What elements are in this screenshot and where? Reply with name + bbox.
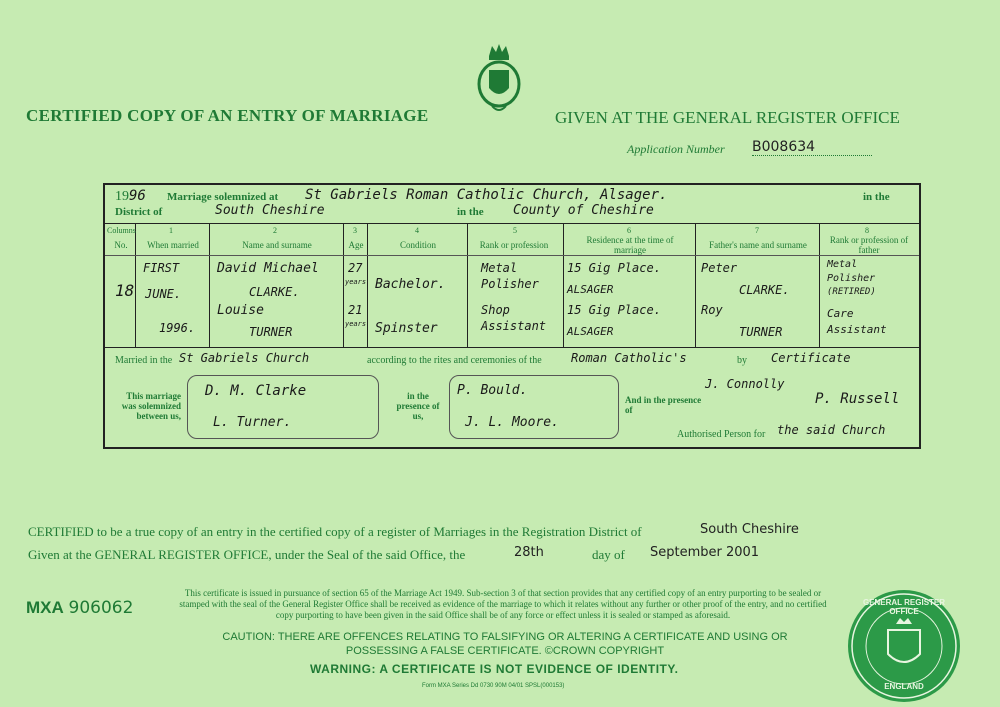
bride-age-unit: years	[345, 320, 367, 328]
by-label: by	[737, 355, 747, 366]
groom-name: David Michael	[217, 261, 319, 276]
bride-residence: ALSAGER	[567, 325, 614, 338]
column-number: 7	[755, 226, 759, 235]
authorised-label: Authorised Person for	[677, 429, 766, 440]
year-suffix: 96	[129, 188, 146, 204]
certification-district: South Cheshire	[700, 522, 799, 537]
when-married-line: 1996.	[159, 321, 196, 335]
rites-value: Roman Catholic's	[571, 351, 687, 365]
witness-2: J. L. Moore.	[465, 415, 559, 430]
warning-text: WARNING: A CERTIFICATE IS NOT EVIDENCE OF IDENTITY.	[310, 662, 679, 676]
register-entry-box	[103, 183, 921, 449]
groom-rank: Polisher	[481, 277, 539, 291]
in-the-label: in the	[863, 191, 890, 203]
column-number: 6	[627, 226, 631, 235]
when-married-line: JUNE.	[145, 287, 182, 301]
columns-label: Columns	[107, 226, 136, 235]
column-number: 5	[513, 226, 517, 235]
bride-father-rank: Assistant	[827, 323, 887, 336]
bride-rank: Assistant	[481, 319, 547, 333]
groom-father-rank: Metal	[827, 259, 858, 270]
certification-day: 28th	[514, 545, 544, 560]
header-father: Father's name and surname	[709, 240, 807, 250]
seal-text-bottom: ENGLAND	[884, 682, 924, 691]
groom-age-unit: years	[345, 278, 367, 286]
bride-rank: Shop	[481, 303, 510, 317]
groom-signature: D. M. Clarke	[205, 383, 307, 399]
county-value: County of Cheshire	[513, 203, 654, 218]
header-no: No.	[114, 240, 128, 250]
and-in-presence-label: And in the presence of	[625, 395, 702, 415]
witness-1: P. Bould.	[457, 383, 528, 398]
entry-number: 18	[115, 281, 135, 300]
bride-father-surname: TURNER	[739, 325, 783, 339]
groom-surname: CLARKE.	[249, 285, 300, 299]
column-number: 3	[353, 226, 357, 235]
header-name: Name and surname	[242, 240, 312, 250]
caution-text: CAUTION: THERE ARE OFFENCES RELATING TO FALSIFYING OR ALTERING A CERTIFICATE AND USING OR POSSESSING A FALSE CERTIFICATE. ©CROWN COPYRIGHT	[222, 631, 788, 657]
form-reference: Form MXA Series Dd 0730 90M 04/01 SPSL(000153)	[422, 683, 565, 689]
application-label: Application Number	[627, 142, 725, 156]
groom-residence: 15 Gig Place.	[567, 261, 661, 275]
column-number: 8	[865, 226, 869, 235]
groom-rank: Metal	[481, 261, 518, 275]
year-prefix: 19	[115, 189, 129, 204]
register-office-seal-icon	[848, 590, 960, 702]
certification-month-year: September 2001	[650, 545, 760, 560]
column-number: 1	[169, 226, 173, 235]
header-when-married: When married	[147, 240, 199, 250]
header-residence: Residence at the time of marriage	[586, 235, 674, 255]
groom-father-surname: CLARKE.	[739, 283, 790, 297]
application-number: B008634	[752, 139, 872, 156]
bride-father-rank: Care	[827, 307, 854, 320]
column-number: 2	[273, 226, 277, 235]
bride-signature: L. Turner.	[213, 415, 292, 430]
bride-age: 21	[348, 303, 363, 317]
county-label: in the	[457, 206, 484, 218]
serial-prefix: MXA	[26, 598, 64, 617]
marriage-place: St Gabriels Roman Catholic Church, Alsager.	[305, 187, 668, 203]
groom-residence: ALSAGER	[567, 283, 614, 296]
solemnized-between-label: This marriage was solemnized between us,	[121, 391, 181, 421]
groom-father-name: Peter	[701, 261, 738, 275]
header-age: Age	[348, 240, 364, 250]
groom-father-rank: (RETIRED)	[827, 287, 876, 297]
bride-name: Louise	[217, 303, 264, 318]
bride-surname: TURNER	[249, 325, 293, 339]
solemnized-label: Marriage solemnized at	[167, 191, 279, 203]
certification-line-2: Given at the GENERAL REGISTER OFFICE, under the Seal of the said Office, the	[28, 547, 466, 562]
given-prefix: GIVEN AT THE	[555, 108, 669, 127]
header-condition: Condition	[399, 240, 436, 250]
bride-residence: 15 Gig Place.	[567, 303, 661, 317]
married-in-label: Married in the	[115, 355, 173, 366]
when-married-line: FIRST	[143, 261, 180, 275]
legal-text: This certificate is issued in pursuance of section 65 of the Marriage Act 1949. Sub-section 3 of that section provides that any certified copy of an entry purporting to be sealed or stamped with the seal of the General Register Office shall be received as evidence of the marriage to which it relates without any further or other proof of the entry, and no certified copy purporting to have been given in the said Office shall be of any force or effect unless it is sealed or stamped as aforesaid.	[179, 588, 827, 620]
presence-label: in the presence of us,	[396, 391, 440, 421]
married-in-value: St Gabriels Church	[179, 351, 310, 365]
register-year	[115, 188, 146, 205]
given-at-office	[555, 108, 900, 128]
bride-condition: Spinster	[375, 321, 438, 336]
royal-crest-icon	[474, 42, 524, 118]
seal-text: GENERAL REGISTER OFFICE	[862, 598, 946, 616]
registrar-signature-2: P. Russell	[815, 391, 900, 407]
certification-line-1: CERTIFIED to be a true copy of an entry in the certified copy of a register of Marriages in the Registration District of	[28, 524, 642, 539]
district-label: District of	[115, 206, 163, 218]
day-of-label: day of	[592, 547, 625, 562]
bride-father-name: Roy	[701, 303, 723, 317]
according-label: according to the rites and ceremonies of the	[367, 355, 542, 366]
header-father-rank: Rank or profession of father	[829, 235, 909, 255]
groom-father-rank: Polisher	[827, 273, 876, 284]
groom-age: 27	[348, 261, 363, 275]
by-value: Certificate	[771, 351, 851, 365]
authorised-for-value: the said Church	[777, 423, 886, 437]
groom-condition: Bachelor.	[375, 277, 446, 292]
serial-digits: 906062	[68, 598, 134, 618]
header-rank: Rank or profession	[479, 240, 549, 250]
document-title: CERTIFIED COPY OF AN ENTRY OF MARRIAGE	[26, 106, 429, 125]
serial-number	[26, 598, 133, 618]
column-number: 4	[415, 226, 419, 235]
district-value: South Cheshire	[215, 203, 325, 218]
given-office: GENERAL REGISTER OFFICE	[672, 108, 900, 127]
registrar-signature: J. Connolly	[705, 377, 785, 391]
